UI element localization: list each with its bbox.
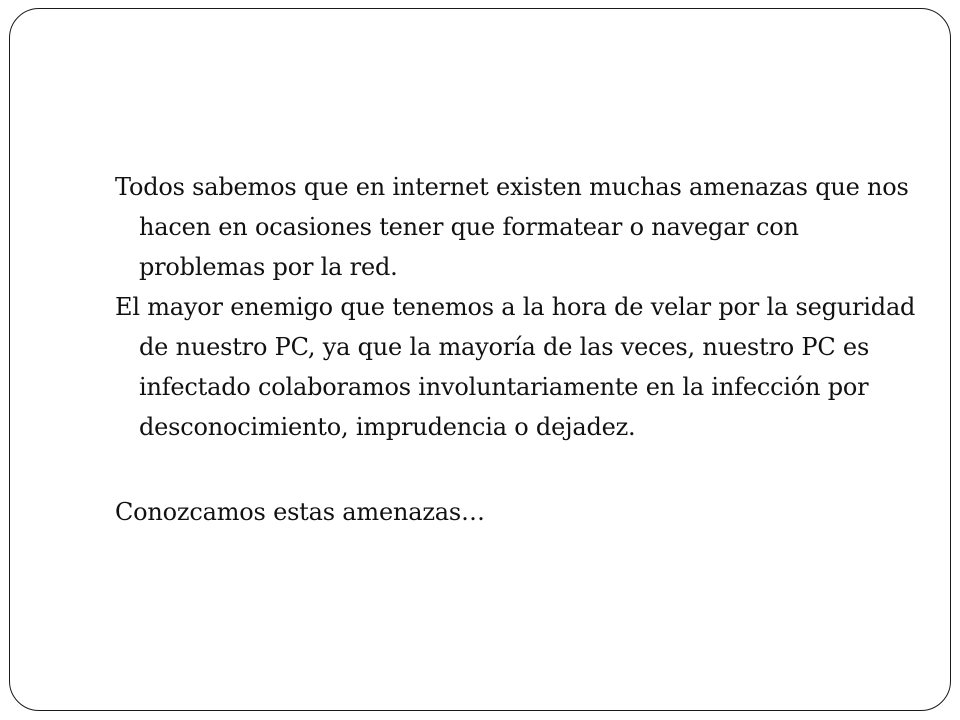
slide-body xyxy=(115,167,925,532)
paragraph-closing: Conozcamos estas amenazas… xyxy=(115,498,485,526)
paragraph-enemy: El mayor enemigo que tenemos a la hora de velar por la seguridad de nuestro PC, ya que la mayoría de las veces, nuestro PC es infectado colaboramos involuntariamente en la infección por desconocimiento, imprudencia o dejadez. xyxy=(115,293,916,441)
paragraph-intro: Todos sabemos que en internet existen muchas amenazas que nos hacen en ocasiones tener que formatear o navegar con problemas por la red. xyxy=(115,173,909,281)
slide-frame xyxy=(9,8,951,711)
